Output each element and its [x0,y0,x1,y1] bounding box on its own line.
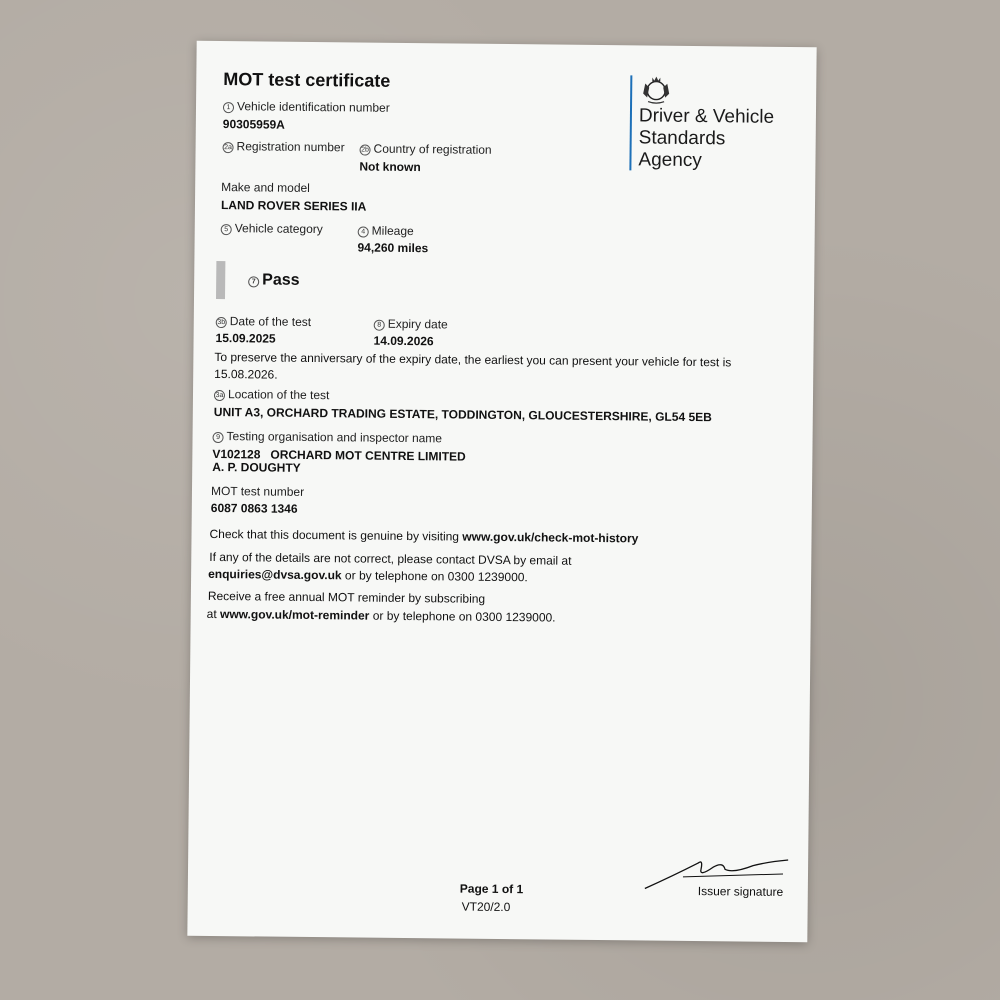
make-model-label: Make and model [221,180,310,195]
registration-label-text: Registration number [236,139,345,155]
test-date-label-text: Date of the test [229,314,312,329]
field-number: 3b [216,317,227,328]
agency-name-line: Agency [638,149,702,172]
test-result-text: Pass [262,271,300,289]
field-number: 7 [248,276,259,287]
reminder-phone-text: or by telephone on 0300 1239000. [369,608,556,625]
agency-name [638,105,774,172]
organisation-value: V102128 ORCHARD MOT CENTRE LIMITED [212,446,466,464]
field-number: 1 [223,102,234,113]
page-number: Page 1 of 1 [459,881,524,897]
anniversary-note-date: 15.08.2026. [214,366,278,382]
check-genuine-note [209,527,638,545]
certificate-title: MOT test certificate [223,69,391,91]
registration-label [223,139,345,154]
reminder-details [207,607,556,625]
mot-reminder-link[interactable]: www.gov.uk/mot-reminder [219,607,370,623]
contact-note: If any of the details are not correct, please contact DVSA by email at [209,549,572,568]
mot-certificate-paper [187,41,816,942]
result-bar [216,261,225,299]
field-number: 9 [212,432,223,443]
test-date-label [216,314,312,329]
check-genuine-text: Check that this document is genuine by visiting [209,526,463,544]
vehicle-category-label [221,221,323,236]
vin-label-text: Vehicle identification number [236,99,390,115]
field-number: 2a [223,142,234,153]
organisation-label-text: Testing organisation and inspector name [226,429,443,446]
make-model-value: LAND ROVER SERIES IIA [220,198,367,214]
mileage-value: 94,260 miles [357,240,429,256]
agency-name-line: Standards [638,127,726,150]
vin-value: 90305959A [222,117,285,132]
check-mot-history-link[interactable]: www.gov.uk/check-mot-history [462,529,639,546]
location-label [214,387,330,402]
form-code: VT20/2.0 [461,899,511,915]
field-number: 2b [360,144,371,155]
location-label-text: Location of the test [227,387,330,403]
anniversary-note: To preserve the anniversary of the expiry date, the earliest you can present your vehicle for test is [214,349,732,370]
vehicle-category-label-text: Vehicle category [234,221,323,237]
country-label [360,141,492,156]
location-value: UNIT A3, ORCHARD TRADING ESTATE, TODDINGTON, GLOUCESTERSHIRE, GL54 5EB [213,404,712,425]
test-date-value: 15.09.2025 [215,330,276,346]
expiry-date-label [374,317,448,332]
reminder-prefix: at [206,606,221,622]
expiry-date-label-text: Expiry date [387,316,448,332]
test-number-value: 6087 0863 1346 [210,500,298,516]
agency-logo-bar [629,75,632,170]
field-number: 8 [374,320,385,331]
issuer-signature-label: Issuer signature [697,884,784,899]
field-number: 3a [214,390,225,401]
field-number: 4 [358,226,369,237]
royal-crest-icon [639,73,673,105]
vin-label [223,99,390,115]
expiry-date-value: 14.09.2026 [373,333,434,349]
mileage-label-text: Mileage [371,223,414,239]
mileage-label [358,223,414,238]
reminder-note: Receive a free annual MOT reminder by subscribing [207,588,486,606]
inspector-name: A. P. DOUGHTY [212,459,301,475]
organisation-label [212,429,442,445]
contact-email-link[interactable]: enquiries@dvsa.gov.uk [208,566,342,583]
test-result [248,271,300,290]
field-number: 5 [221,224,232,235]
country-value: Not known [359,159,421,175]
test-number-label: MOT test number [210,483,305,499]
contact-details [208,567,528,584]
agency-name-line: Driver & Vehicle [638,105,775,128]
country-label-text: Country of registration [373,141,492,157]
contact-phone-text: or by telephone on 0300 1239000. [341,568,528,585]
